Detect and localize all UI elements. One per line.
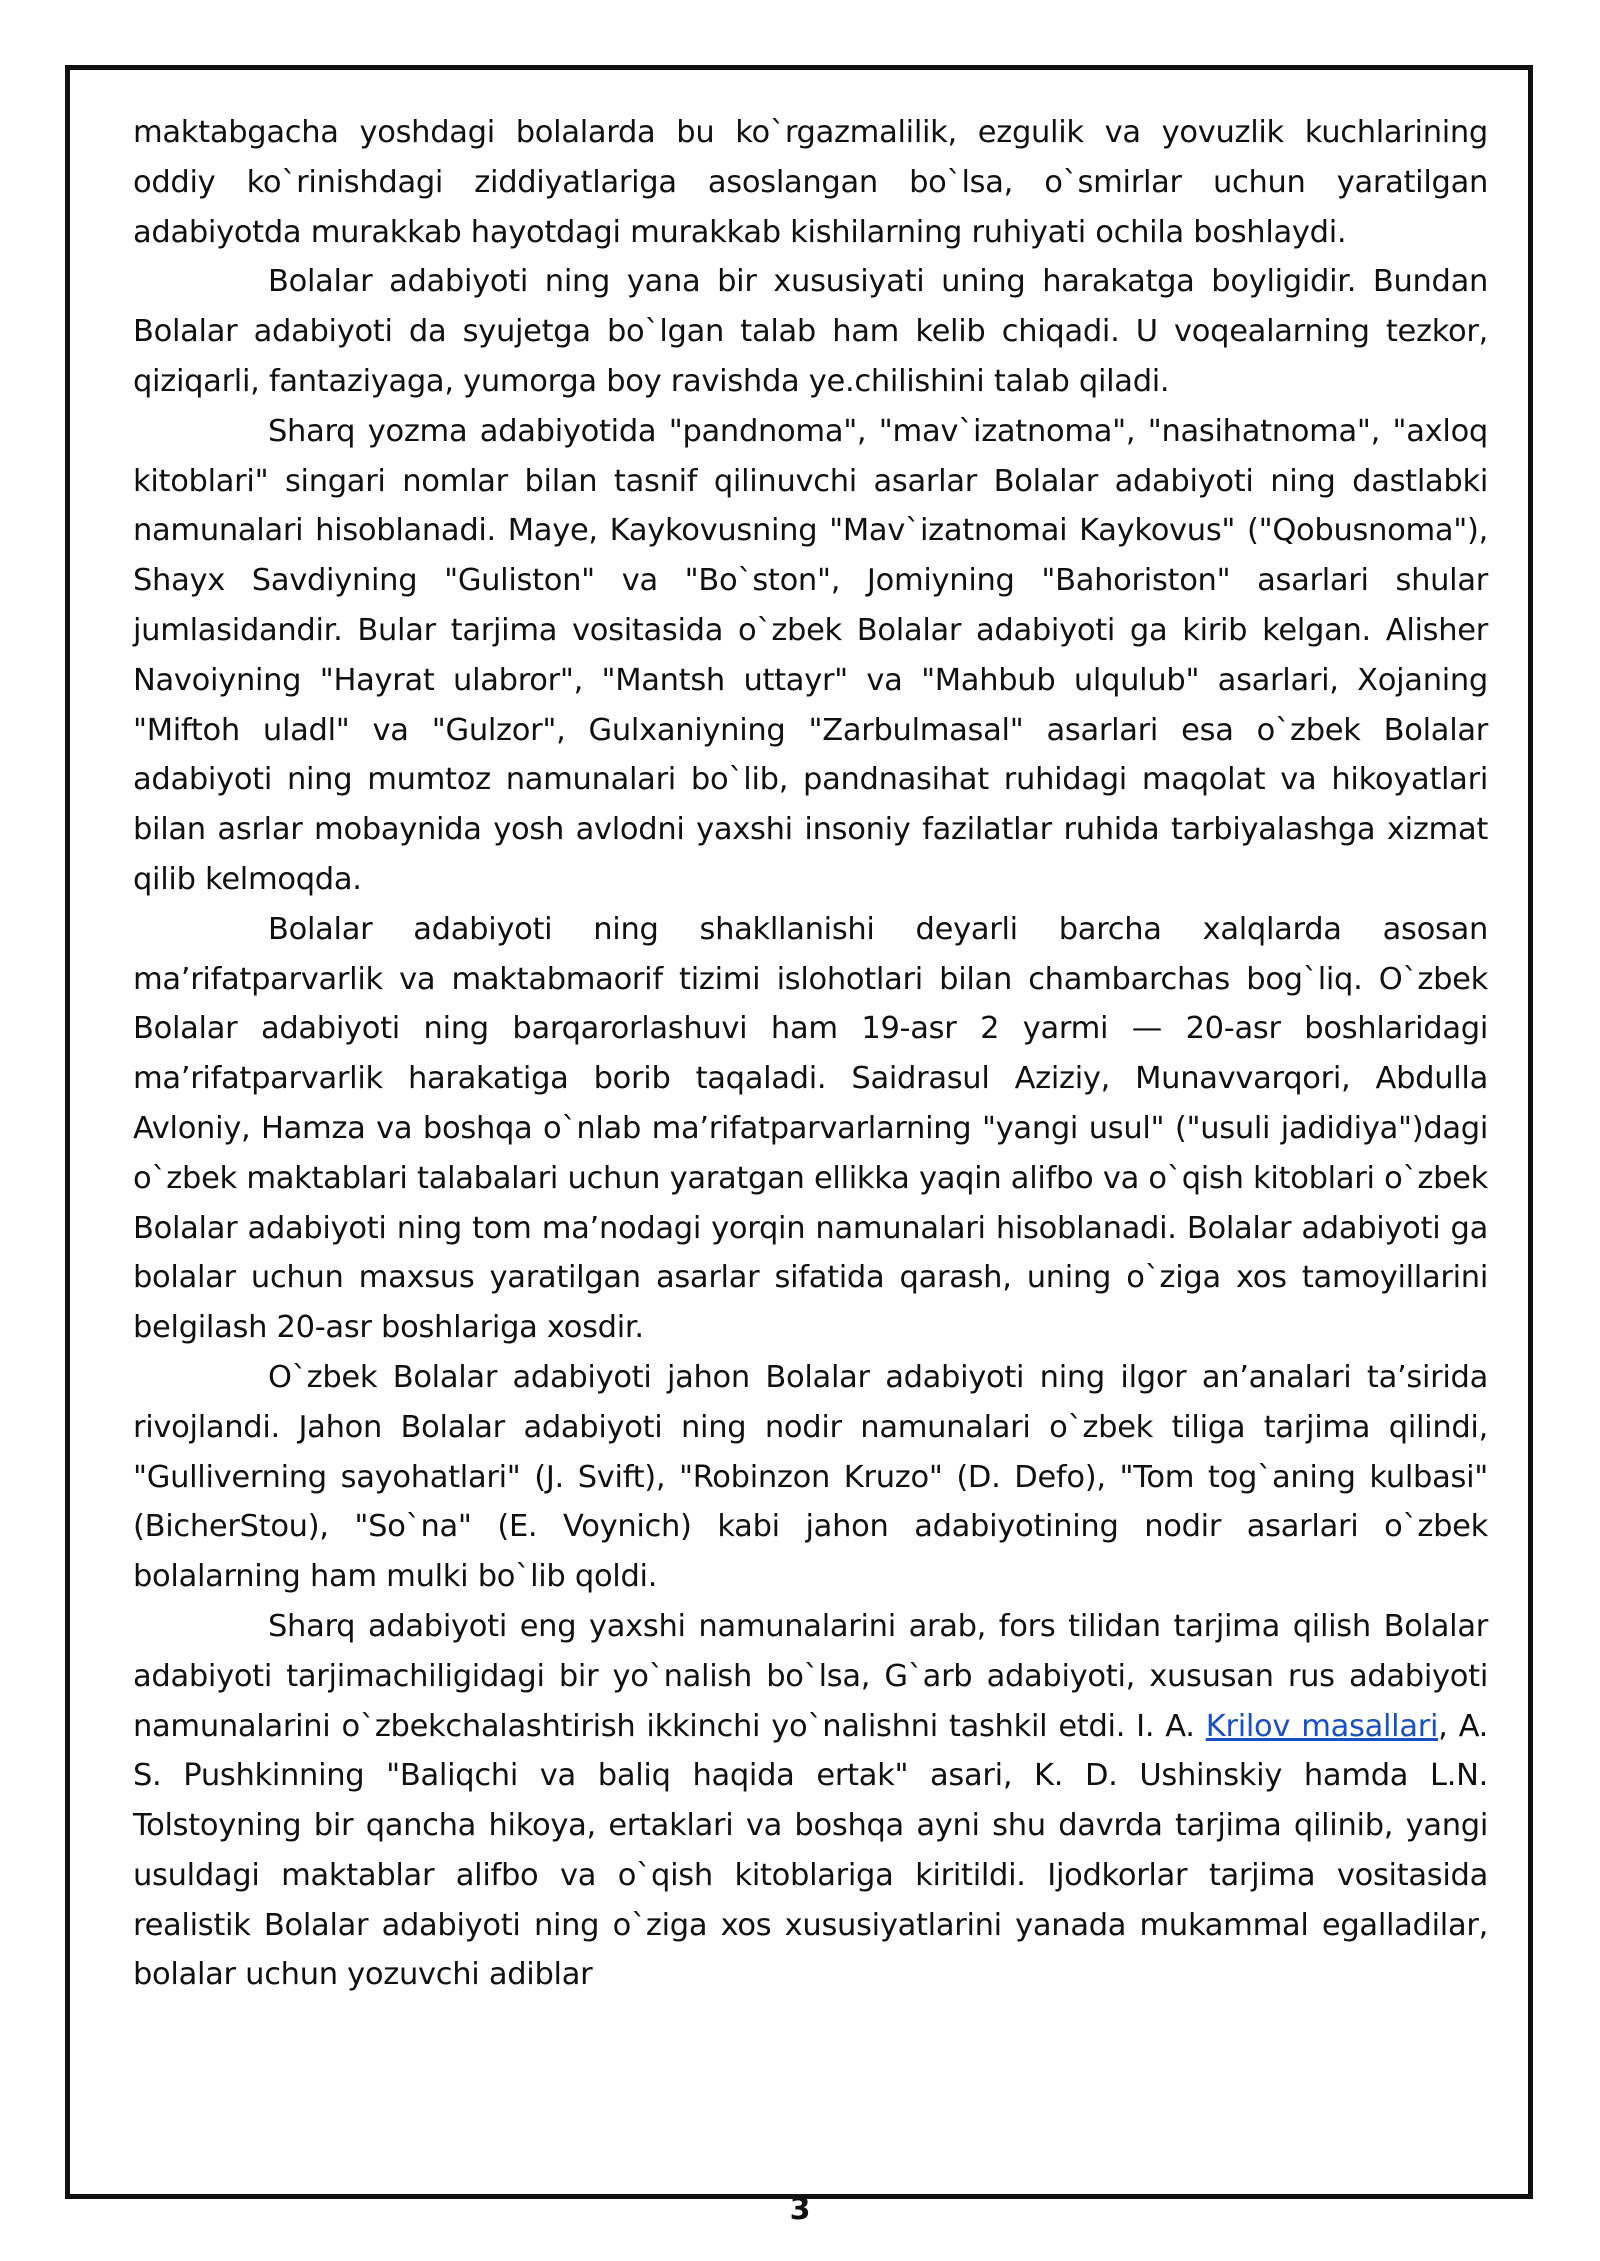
paragraph-5: O`zbek Bolalar adabiyoti jahon Bolalar adabiyoti ning ilgor an’analari ta’sirida rivojlandi. Jahon Bolalar adabiyoti ning nodir namunalari o`zbek tiliga tarjima qilindi, "Gulliverning sayohatlari" (J. Svift), "Robinzon Kruzo" (D. Defo), "Tom tog`aning kulbasi" (BicherStou), "So`na" (E. Voynich) kabi jahon adabiyotining nodir asarlari o`zbek bolalarning ham mulki bo`lib qoldi.: [133, 1359, 1488, 1595]
page-number: 3: [789, 2192, 811, 2227]
body-text: [133, 108, 1488, 2000]
paragraph-2: Bolalar adabiyoti ning yana bir xususiyati uning harakatga boyligidir. Bundan Bolalar adabiyoti da syujetga bo`lgan talab ham kelib chiqadi. U voqealarning tezkor, qiziqarli, fantaziyaga, yumorga boy ravishda ye.chilishini talab qiladi.: [133, 264, 1488, 399]
paragraph-6: [133, 1602, 1488, 2000]
krilov-masallari-link[interactable]: Krilov masallari: [1205, 1708, 1439, 1744]
paragraph-6-text-start: Sharq adabiyoti eng yaxshi namunalarini arab, fors tilidan tarjima qilish Bolalar adabiyoti tarjimachiligidagi bir yo`nalish bo`lsa, G`arb adabiyoti, xususan rus adabiyoti namunalarini o`zbekchalashtirish ikkinchi yo`nalishni tashkil etdi. I. A.: [133, 1608, 1488, 1744]
paragraph-4: Bolalar adabiyoti ning shakllanishi deyarli barcha xalqlarda asosan ma’rifatparvarlik va maktabmaorif tizimi islohotlari bilan chambarchas bog`liq. O`zbek Bolalar adabiyoti ning barqarorlashuvi ham 19-asr 2 yarmi — 20-asr boshlaridagi ma’rifatparvarlik harakatiga borib taqaladi. Saidrasul Aziziy, Munavvarqori, Abdulla Avloniy, Hamza va boshqa o`nlab ma’rifatparvarlarning "yangi usul" ("usuli jadidiya")dagi o`zbek maktablari talabalari uchun yaratgan ellikka yaqin alifbo va o`qish kitoblari o`zbek Bolalar adabiyoti ning tom ma’nodagi yorqin namunalari hisoblanadi. Bolalar adabiyoti ga bolalar uchun maxsus yaratilgan asarlar sifatida qarash, uning o`ziga xos tamoyillarini belgilash 20-asr boshlariga xosdir.: [133, 911, 1488, 1346]
paragraph-3: Sharq yozma adabiyotida "pandnoma", "mav`izatnoma", "nasihatnoma", "axloq kitoblari" singari nomlar bilan tasnif qilinuvchi asarlar Bolalar adabiyoti ning dastlabki namunalari hisoblanadi. Maye, Kaykovusning "Mav`izatnomai Kaykovus" ("Qobusnoma"), Shayx Savdiyning "Guliston" va "Bo`ston", Jomiyning "Bahoriston" asarlari shular jumlasidandir. Bular tarjima vositasida o`zbek Bolalar adabiyoti ga kirib kelgan. Alisher Navoiyning "Hayrat ulabror", "Mantsh uttayr" va "Mahbub ulqulub" asarlari, Xojaning "Miftoh uladl" va "Gulzor", Gulxaniyning "Zarbulmasal" asarlari esa o`zbek Bolalar adabiyoti ning mumtoz namunalari bo`lib, pandnasihat ruhidagi maqolat va hikoyatlari bilan asrlar mobaynida yosh avlodni yaxshi insoniy fazilatlar ruhida tarbiyalashga xizmat qilib kelmoqda.: [133, 413, 1488, 897]
paragraph-1: maktabgacha yoshdagi bolalarda bu ko`rgazmalilik, ezgulik va yovuzlik kuchlarining oddiy ko`rinishdagi ziddiyatlariga asoslangan bo`lsa, o`smirlar uchun yaratilgan adabiyotda murakkab hayotdagi murakkab kishilarning ruhiyati ochila boshlaydi.: [133, 115, 1488, 250]
paragraph-6-text-end: , A. S. Pushkinning "Baliqchi va baliq haqida ertak" asari, K. D. Ushinskiy hamda L.N. Tolstoyning bir qancha hikoya, ertaklari va boshqa ayni shu davrda tarjima qilinib, yangi usuldagi maktablar alifbo va o`qish kitoblariga kiritildi. Ijodkorlar tarjima vositasida realistik Bolalar adabiyoti ning o`ziga xos xususiyatlarini yanada mukammal egalladilar, bolalar uchun yozuvchi adiblar: [133, 1708, 1488, 1993]
